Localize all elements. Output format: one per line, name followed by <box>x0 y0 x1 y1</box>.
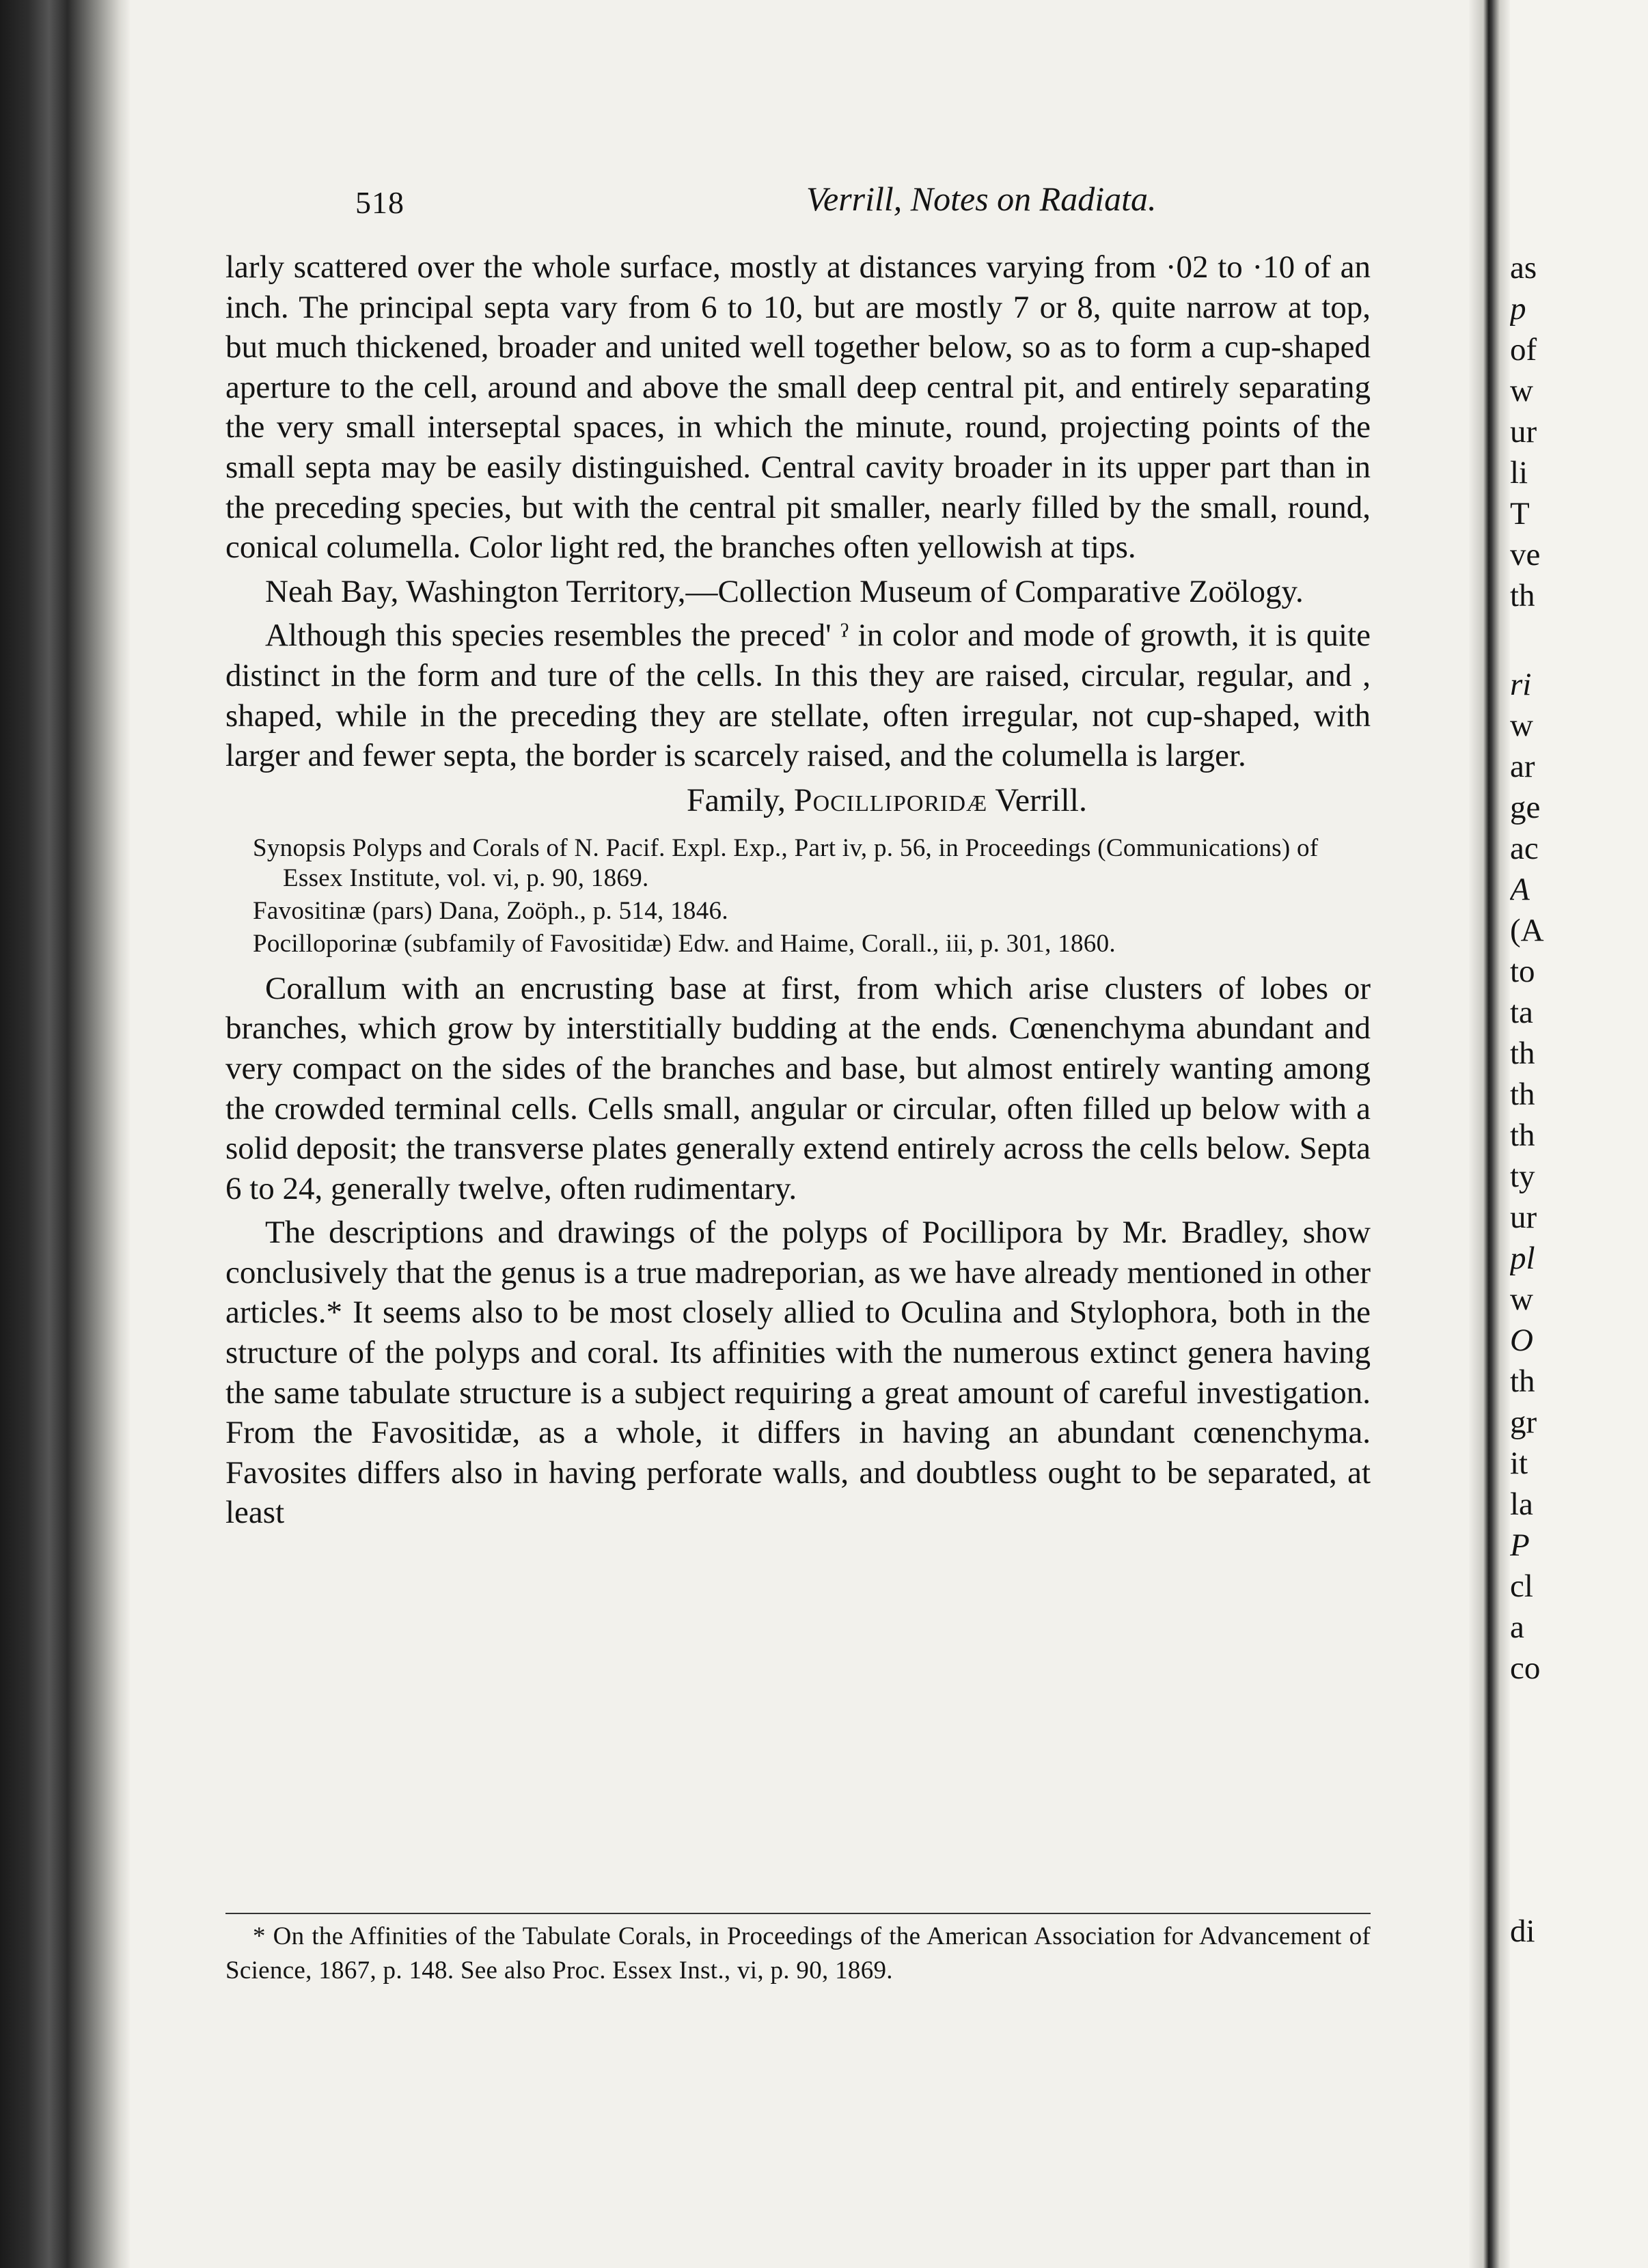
facing-page-fragment: of <box>1510 332 1537 368</box>
facing-page-fragment: ta <box>1510 995 1533 1030</box>
facing-page-fragment: ty <box>1510 1159 1535 1194</box>
facing-page-fragment: th <box>1510 1118 1535 1153</box>
synonymy-entry: Synopsis Polyps and Corals of N. Pacif. Expl. Exp., Part iv, p. 56, in Proceedings (Communications) of Essex Institute, vol. vi, p. 90, 1869. <box>253 833 1319 892</box>
facing-page-fragment: la <box>1510 1486 1533 1522</box>
facing-page-fragment: ve <box>1510 537 1541 572</box>
main-text <box>225 247 1371 1537</box>
facing-page-fragment: di <box>1510 1913 1535 1949</box>
paragraph-family-description: Corallum with an encrusting base at first, from which arise clusters of lobes or branches, which grow by interstitially budding at the ends. Cœnenchyma abundant and very compact on the sides of the branches and base, but almost entirely wanting among the crowded terminal cells. Cells small, angular or circular, often filled up below with a solid deposit; the transverse plates generally extend entirely across the cells below. Septa 6 to 24, generally twelve, often rudimentary. <box>225 970 1371 1206</box>
facing-page-fragment: cl <box>1510 1568 1533 1604</box>
facing-page-fragment: li <box>1510 455 1528 490</box>
facing-page-fragment: th <box>1510 1077 1535 1112</box>
page-number: 518 <box>355 185 404 220</box>
running-title: Verrill, Notes on Radiata. <box>806 180 1157 218</box>
page-header <box>355 179 1503 227</box>
center-fold <box>1469 0 1510 2268</box>
paragraph-locality: Neah Bay, Washington Territory,—Collection Museum of Comparative Zoölogy. <box>265 573 1304 609</box>
facing-page-fragment: P <box>1510 1527 1530 1563</box>
footnote-rule <box>225 1913 1371 1914</box>
facing-page-fragment: w <box>1510 1282 1533 1317</box>
book-binding-gutter <box>0 0 130 2268</box>
family-author: Verrill. <box>995 782 1087 818</box>
facing-page-fragment: T <box>1510 496 1530 531</box>
family-name: Pocilliporidæ <box>793 782 988 818</box>
facing-page-fragment: ac <box>1510 831 1539 866</box>
facing-page-fragment: A <box>1510 872 1530 907</box>
facing-page-fragment: gr <box>1510 1405 1537 1440</box>
facing-page-fragment: w <box>1510 373 1533 409</box>
facing-page-fragment: pl <box>1510 1241 1535 1276</box>
facing-page-fragment: ri <box>1510 667 1532 702</box>
paragraph-affinities: The descriptions and drawings of the polyps of Pocillipora by Mr. Bradley, show conclusively that the genus is a true madreporian, as we have already mentioned in other articles.* It seems also to be most closely allied to Oculina and Stylophora, both in the structure of the polyps and coral. Its affinities with the numerous extinct genera having the same tabulate structure is a subject requiring a great amount of careful investigation. From the Favositidæ, as a whole, it differs in having an abundant cœnenchyma. Favosites differs also in having perforate walls, and doubtless ought to be separated, at least <box>225 1215 1371 1531</box>
facing-page-fragment: w <box>1510 708 1533 743</box>
facing-page-fragment: it <box>1510 1446 1528 1481</box>
synonymy-entry: Favositinæ (pars) Dana, Zoöph., p. 514, 1846. <box>253 896 728 925</box>
facing-page-fragment: ar <box>1510 749 1535 784</box>
paragraph-comparison: Although this species resembles the preced' ˀ in color and mode of growth, it is quite distinct in the form and ture of the cells. In this they are raised, circular, regular, and , shaped, while in the preceding they are stellate, often irregular, not cup-shaped, with larger and fewer septa, the border is scarcely raised, and the columella is larger. <box>225 618 1371 774</box>
facing-page-fragment: (A <box>1510 913 1544 948</box>
paragraph-species-description: larly scattered over the whole surface, mostly at distances varying from ·02 to ·10 of an inch. The principal septa vary from 6 to 10, but are mostly 7 or 8, quite narrow at top, but much thickened, broader and united well together below, so as to form a cup-shaped aperture to the cell, around and above the small deep central pit, and entirely separating the very small interseptal spaces, in which the minute, round, projecting points of the small septa may be easily distinguished. Central cavity broader in its upper part than in the preceding species, but with the central pit smaller, nearly filled by the small, round, conical columella. Color light red, the branches often yellowish at tips. <box>225 249 1371 566</box>
synonymy-entry: Pocilloporinæ (subfamily of Favositidæ) Edw. and Haime, Corall., iii, p. 301, 1860. <box>253 929 1116 958</box>
footnote: * On the Affinities of the Tabulate Corals, in Proceedings of the American Association for Advancement of Science, 1867, p. 148. See also Proc. Essex Inst., vi, p. 90, 1869. <box>225 1922 1371 1984</box>
facing-page-fragment: to <box>1510 954 1535 989</box>
family-prefix: Family, <box>686 782 786 818</box>
facing-page-fragment: ur <box>1510 1200 1537 1235</box>
facing-page-fragment: ge <box>1510 790 1541 825</box>
facing-page-fragment: th <box>1510 1364 1535 1399</box>
facing-page-fragment: ur <box>1510 414 1537 450</box>
facing-page-fragment: th <box>1510 1036 1535 1071</box>
facing-page-fragment: th <box>1510 578 1535 613</box>
facing-page <box>1510 0 1648 2268</box>
facing-page-fragment: p <box>1510 291 1526 327</box>
facing-page-fragment: co <box>1510 1650 1541 1686</box>
family-heading <box>403 780 1371 821</box>
facing-page-fragment: a <box>1510 1609 1524 1645</box>
facing-page-fragment: O <box>1510 1323 1533 1358</box>
facing-page-fragment: as <box>1510 250 1537 286</box>
